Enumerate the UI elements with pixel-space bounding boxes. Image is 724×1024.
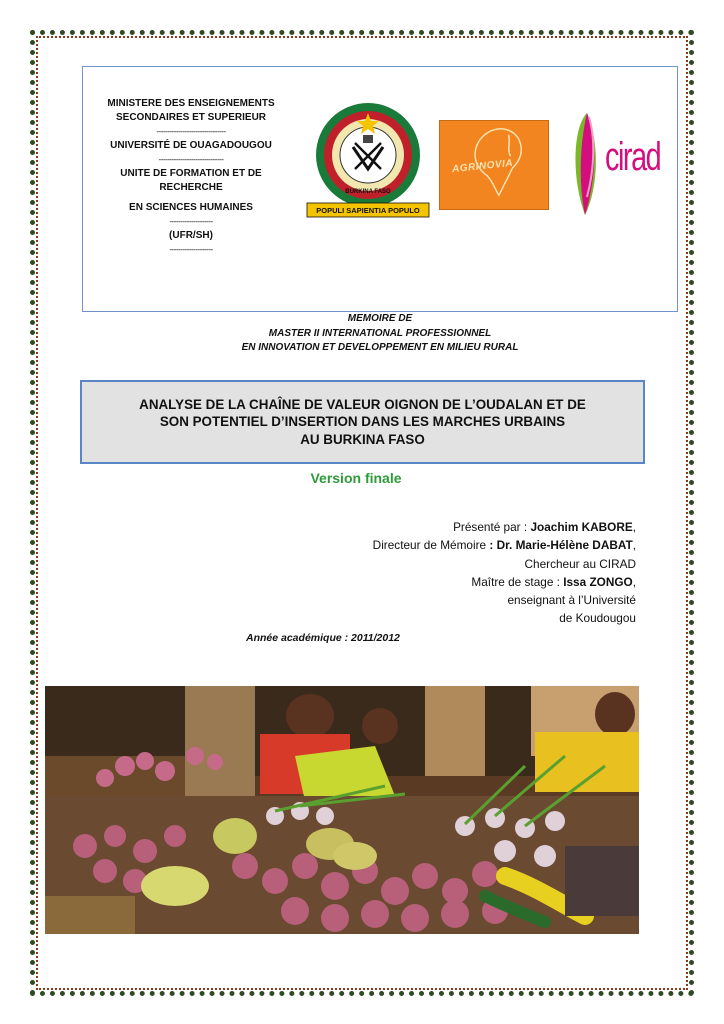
ufr-label: (UFR/SH) [169,230,213,241]
academic-year: Année académique : 2011/2012 [246,632,400,644]
supervisor-role-line1: enseignant à l’Université [507,593,636,608]
supervisor-role-line2: de Koudougou [559,611,636,626]
unit-line3: EN SCIENCES HUMAINES [129,202,253,213]
director-role: Chercheur au CIRAD [524,556,636,571]
director-line: Directeur de Mémoire : Dr. Marie-Hélène DABAT, [372,538,636,553]
separator: -------------------- [169,245,213,254]
memoire-line3: EN INNOVATION ET DEVELOPPEMENT EN MILIEU RURAL [241,342,519,353]
separator: -------------------- [169,217,213,226]
university-name: UNIVERSITÉ DE OUAGADOUGOU [110,140,272,151]
unit-line2: RECHERCHE [159,182,223,193]
agrinovia-wordmark: AGRINOVIA [451,157,514,176]
memoire-line1: MEMOIRE DE [347,313,413,324]
ministry-line1: MINISTERE DES ENSEIGNEMENTS [107,98,275,109]
unit-line1: UNITE DE FORMATION ET DE [120,168,262,179]
director-name: : Dr. Marie-Hélène DABAT [489,538,633,553]
memoire-heading [180,312,580,356]
university-seal-logo [305,99,431,223]
title-line3: AU BURKINA FASO [300,431,425,447]
presenter-name: Joachim KABORE [530,520,633,534]
separator: ------------------------------ [158,155,224,164]
title-line2: SON POTENTIEL D’INSERTION DANS LES MARCHES URBAINS [159,414,566,430]
version-label: Version finale [310,470,402,486]
cirad-logo [567,107,671,223]
thesis-title-box [80,380,645,464]
authors-block [296,518,636,628]
supervisor-name: Issa ZONGO [563,574,633,589]
ministry-line2: SECONDAIRES ET SUPERIEUR [115,112,267,123]
agrinovia-logo [439,120,549,210]
ministry-block [93,97,289,257]
cirad-wordmark: cirad [605,135,661,179]
market-vegetables-photo [45,686,639,934]
supervisor-line: Maître de stage : Issa ZONGO, [471,574,636,589]
seal-motto: POPULI SAPIENTIA POPULO [316,206,420,215]
title-line1: ANALYSE DE LA CHAÎNE DE VALEUR OIGNON DE L’OUDALAN ET DE [139,396,586,412]
seal-bottom-text: BURKINA FASO [345,189,391,195]
header-box [82,66,678,312]
presented-by-line: Présenté par : Joachim KABORE, [453,520,636,534]
separator: -------------------------------- [156,127,226,136]
memoire-line2: MASTER II INTERNATIONAL PROFESSIONNEL [268,327,492,339]
